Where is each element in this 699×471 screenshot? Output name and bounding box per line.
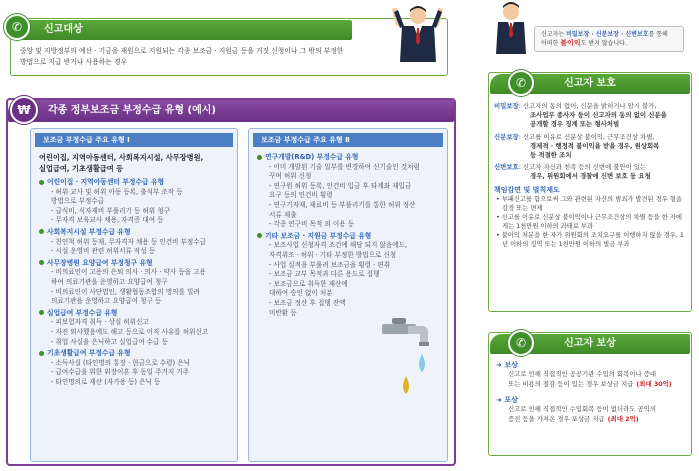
bullet-icon xyxy=(39,310,44,315)
protection-label: 신분보장 xyxy=(494,132,519,141)
category-item: 자격위조 · 허위 · 기타 부정한 방법으로 신청 xyxy=(269,250,397,259)
arrow-icon: ➜ xyxy=(496,361,505,369)
category-item: - 시설 운영비 관련 허위서류 작성 등 xyxy=(51,247,156,256)
protection-row: 신분보장: 신고를 이유로 신분상 불이익, 근무조건상 차별, 경제적 · 행정적 불이익을 받을 경우, 원상회복 등 적절한 조치 xyxy=(494,132,660,160)
category-item: - 피보험자격 취득 · 상실 허위신고 xyxy=(51,318,149,327)
faucet-icon xyxy=(378,318,432,396)
category-item: - 급식비, 식자재비 부풀리기 등 허위 청구 xyxy=(51,206,170,215)
report-target-text: 중앙 및 지방정부의 예산 · 기금을 재원으로 지원되는 각종 보조금 · 지원금 등을 거짓 신청이나 그 밖의 부정한 방법으로 지급 받거나 사용하는 경우 xyxy=(20,47,344,66)
reward-label: ➜ 포상 xyxy=(496,396,518,404)
category-item: 대하여 승인 없이 처분 xyxy=(269,289,333,298)
bullet-icon xyxy=(257,233,262,238)
category-item: - 비의료인이 고용의 은퇴 의사 · 의사 · 약사 등을 고용 xyxy=(51,268,206,277)
bullet-icon xyxy=(39,229,44,234)
types-title: 각종 정부보조금 부정수급 유형 (예시) xyxy=(48,105,216,116)
category-item: - 타인명의로 재산 (자가용 등) 은닉 등 xyxy=(51,377,161,386)
column-2-header: 보조금 부정수급 주요 유형 Ⅱ xyxy=(253,133,443,147)
category-item: 미반환 등 xyxy=(269,308,297,317)
category-item: 요구 등의 인건비 횡령 xyxy=(269,191,333,200)
protection-row: 신변보호: 신고자 자신과 친족 등의 신변에 불안이 있는 경우, 위원회에서 경찰에 신변 보호 등 요청 xyxy=(494,163,651,181)
category-item: 하여 의료기관을 운영하고 요양급여 청구 xyxy=(51,277,168,286)
category-item: - 무자격 보육교사 채용, 자격증 대여 등 xyxy=(51,216,164,225)
phone-icon: ✆ xyxy=(508,70,534,96)
reward-title: 신고자 보상 xyxy=(564,338,616,349)
category-title: 사회복지시설 부정수급 유형 xyxy=(39,228,229,238)
column-2-categories xyxy=(257,153,439,318)
water-drop-icon xyxy=(419,354,425,372)
protection-label: 신변보호 xyxy=(494,163,519,172)
penalty-item: • 불이익 처분을 한 자가 위원회의 조치요구를 이행하지 않을 경우, 1년 이하의 징역 또는 1천만원 이하의 벌금 부과 xyxy=(496,231,684,248)
protection-label: 비밀보장 xyxy=(494,102,519,110)
category-item: - 보조금 교부 목적과 다른 용도로 집행 xyxy=(269,270,380,279)
penalty-item: • 부패신고를 함으로써 그와 관련된 자신의 범죄가 발견된 경우 형을 감경 또는 면제 xyxy=(496,195,682,212)
category-item: - 보조사업 신청자격 조건에 해당 되지 않음에도, xyxy=(269,241,408,250)
category-title: 기타 보조금 · 지원금 부정수급 유형 xyxy=(257,232,439,242)
bullet-icon xyxy=(39,260,44,265)
types-column-1 xyxy=(30,128,238,462)
phone-icon: ✆ xyxy=(4,14,30,40)
man-figure-icon xyxy=(390,4,446,64)
category-title: 연구개발(R&D) 부정수급 유형 xyxy=(257,153,439,163)
category-item: 방법으로 부정수급 xyxy=(51,197,105,206)
penalty-title: 책임감면 및 벌칙제도 xyxy=(494,185,560,194)
types-column-2 xyxy=(248,128,448,462)
category-title: 어린이집 · 지역아동센터 부정수급 유형 xyxy=(39,178,229,188)
category-item: - 허위 교사 및 허위 아동 등록, 출석부 조작 등 xyxy=(51,187,183,196)
category-item: - 자진 퇴사했음에도 해고 등으로 이직 사유를 허위신고 xyxy=(51,327,209,336)
protection-row: 비밀보장: 신고자의 동의 없이, 신분을 밝히거나 암시 불가, 조사업무 종사자 등이 신고자의 동의 없이 신분을 공개할 경우 징계 또는 형사처벌 xyxy=(494,102,667,129)
column-2-body xyxy=(249,147,447,322)
category-item: - 사업 실적을 부풀려 보조금을 횡령 · 편취 xyxy=(269,260,391,269)
report-target-title: 신고대상 xyxy=(44,24,83,35)
category-item: - 취업 사실을 은닉하고 실업급여 수급 등 xyxy=(51,337,168,346)
arrow-icon: ➜ xyxy=(496,396,505,404)
coin-icon: ₩ xyxy=(10,96,38,124)
bullet-icon xyxy=(257,155,262,160)
bullet-icon xyxy=(39,351,44,356)
category-item: - 보조금 정산 후 집행 잔액 xyxy=(269,298,346,307)
category-item: - 소득사실 (타인명의 통장 · 현금으로 수령) 은닉 xyxy=(51,358,190,367)
speech-bubble: 신고자는 비밀보장 · 신분보장 · 신변보호를 통해 어떠한 불이익도 받지 않습니다. xyxy=(534,26,684,52)
column-1-intro: 어린이집, 지역아동센터, 사회복지시설, 사무장병원, 실업급여, 기초생활급여 등 xyxy=(39,153,204,173)
category-item: - 급여수급을 위한 위장이혼 후 동일 주거지 거주 xyxy=(51,368,190,377)
category-item: - 이미 개발된 기술 일부를 변경하여 신기술인 것처럼 xyxy=(269,162,420,171)
category-item: - 연구기자재, 재료비 등 부풀리기를 통한 허위 정산 xyxy=(269,200,416,209)
category-title: 사무장병원 요양급여 부정청구 유형 xyxy=(39,259,229,269)
column-1-categories xyxy=(39,178,229,387)
category-item: - 친인척 허위 등재, 무자격자 채용 등 인건비 부정수급 xyxy=(51,237,207,246)
category-item: 서류 제출 xyxy=(269,210,297,219)
reward-text: 신고로 인해 직접적인 공공기관 수입의 회복이나 증대 또는 비용의 절감 등이 있는 경우 보상금 지급 (최대 30억) xyxy=(508,370,672,388)
protection-title: 신고자 보호 xyxy=(564,78,616,89)
column-1-header: 보조금 부정수급 주요 유형 Ⅰ xyxy=(35,133,233,147)
reward-body xyxy=(496,360,688,430)
category-item: 꾸며 허위 신청 xyxy=(269,172,312,181)
category-item: - 비의료인이 사단법인, 생활협동조합의 명의를 빌려 xyxy=(51,287,200,296)
category-title: 실업급여 부정수급 유형 xyxy=(39,309,229,319)
category-item: - 보조금으로 취득한 재산에 xyxy=(269,279,348,288)
category-item: 의료기관을 운영하고 요양급여 청구 등 xyxy=(51,297,162,306)
phone-icon: ✆ xyxy=(508,330,534,356)
report-target-title-bar xyxy=(12,20,352,40)
man-figure-icon xyxy=(492,2,530,54)
category-title: 기초생활급여 부정수급 유형 xyxy=(39,349,229,359)
types-title-bar xyxy=(8,100,454,122)
penalty-item: • 신고를 이유로 신분상 불이익이나 근무조건상의 차별 등을 한 자에게는 1천만원 이하의 과태료 부과 xyxy=(496,213,682,230)
reward-text: 신고로 인해 직접적인 수입회복 등이 없더라도 공익의 증진 등을 가져온 경우 포상금 지급 (최대 2억) xyxy=(508,405,657,423)
column-1-body xyxy=(31,147,237,391)
protection-body xyxy=(494,102,688,249)
bullet-icon xyxy=(39,180,44,185)
reward-label: ➜ 보상 xyxy=(496,361,518,369)
category-item: - 각종 연구비 목적 외 이용 등 xyxy=(269,220,355,229)
category-item: - 연구원 허위 등록, 인건비 입금 후 타계좌 재입금 xyxy=(269,181,412,190)
